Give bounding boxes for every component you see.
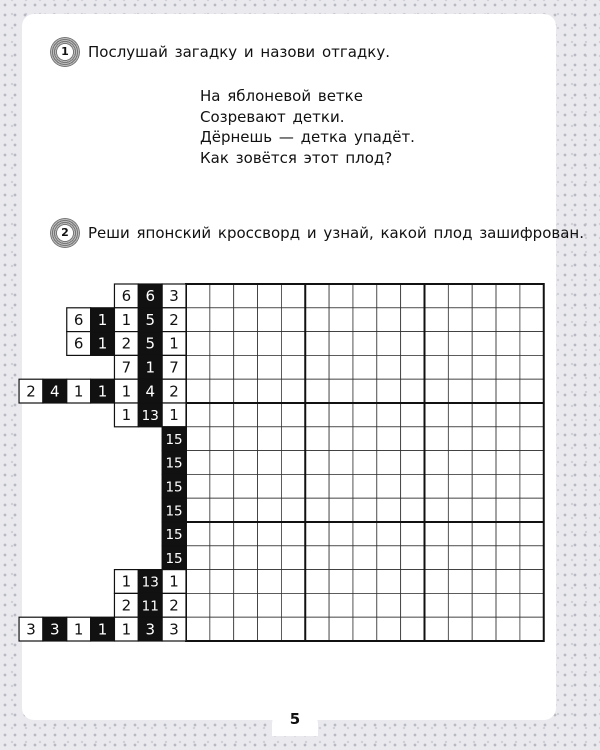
grid-cell[interactable] [377,308,401,332]
riddle-line: На яблоневой ветке [200,87,363,105]
grid-cell[interactable] [305,355,329,379]
grid-cell[interactable] [281,403,305,427]
grid-cell[interactable] [425,355,449,379]
grid-cell[interactable] [186,451,210,475]
grid-cell[interactable] [186,546,210,570]
grid-cell[interactable] [377,355,401,379]
grid-cell[interactable] [425,546,449,570]
row-clue-number: 4 [145,382,155,401]
grid-cell[interactable] [281,379,305,403]
riddle-line: Как зовётся этот плод? [200,148,393,167]
grid-cell[interactable] [496,284,520,308]
grid-cell[interactable] [425,498,449,522]
page-number: 5 [289,710,301,728]
grid-cell[interactable] [234,355,258,379]
grid-cell[interactable] [258,498,282,522]
grid-cell[interactable] [401,332,425,356]
grid-cell[interactable] [425,474,449,498]
row-clue-number: 2 [121,596,132,615]
grid-cell[interactable] [353,474,377,498]
grid-cell[interactable] [234,451,258,475]
row-clue-number: 13 [141,408,159,425]
grid-cell[interactable] [496,474,520,498]
row-clue-number: 15 [165,503,183,520]
grid-cell[interactable] [234,498,258,522]
row-clue-number: 6 [121,287,132,306]
row-clue-number: 13 [141,574,159,591]
grid-cell[interactable] [472,308,496,332]
grid-cell[interactable] [234,308,258,332]
grid-cell[interactable] [448,451,472,475]
grid-cell[interactable] [377,570,401,594]
grid-cell[interactable] [496,332,520,356]
row-clue-number: 1 [121,382,132,401]
grid-cell[interactable] [496,522,520,546]
row-clue-number: 15 [165,527,183,544]
grid-cell[interactable] [305,379,329,403]
row-clue-number: 3 [145,620,155,639]
grid-cell[interactable] [329,498,353,522]
grid-cell[interactable] [281,332,305,356]
row-clue-number: 7 [169,358,179,377]
grid-cell[interactable] [258,379,282,403]
grid-cell[interactable] [401,284,425,308]
row-clue-number: 1 [121,406,132,425]
grid-cell[interactable] [305,427,329,451]
grid-cell[interactable] [377,498,401,522]
grid-cell[interactable] [496,570,520,594]
grid-cell[interactable] [520,379,544,403]
grid-cell[interactable] [496,593,520,617]
grid-cell[interactable] [281,308,305,332]
grid-cell[interactable] [234,284,258,308]
grid-cell[interactable] [520,403,544,427]
row-clue-number: 2 [169,382,179,401]
row-clue-number: 15 [165,479,183,496]
grid-cell[interactable] [472,355,496,379]
grid-cell[interactable] [281,522,305,546]
grid-cell[interactable] [281,593,305,617]
grid-cell[interactable] [472,427,496,451]
grid-cell[interactable] [186,498,210,522]
grid-cell[interactable] [520,355,544,379]
grid-cell[interactable] [329,403,353,427]
grid-cell[interactable] [329,546,353,570]
grid-cell[interactable] [353,522,377,546]
grid-cell[interactable] [448,617,472,641]
grid-cell[interactable] [305,403,329,427]
grid-cell[interactable] [472,593,496,617]
grid-cell[interactable] [425,308,449,332]
row-clue-number: 1 [169,572,179,591]
grid-cell[interactable] [472,570,496,594]
row-clue-number: 2 [169,310,179,329]
grid-cell[interactable] [425,427,449,451]
grid-cell[interactable] [377,546,401,570]
grid-cell[interactable] [234,593,258,617]
grid-cell[interactable] [472,284,496,308]
grid-cell[interactable] [329,451,353,475]
grid-cell[interactable] [496,308,520,332]
grid-cell[interactable] [186,427,210,451]
grid-cell[interactable] [329,379,353,403]
grid-cell[interactable] [377,451,401,475]
grid-cell[interactable] [305,593,329,617]
grid-cell[interactable] [353,308,377,332]
grid-cell[interactable] [329,427,353,451]
row-clue-number: 6 [145,287,155,306]
grid-cell[interactable] [329,593,353,617]
grid-cell[interactable] [258,593,282,617]
grid-cell[interactable] [210,308,234,332]
task-2-text: Реши японский кроссворд и узнай, какой плод зашифрован. [88,224,584,242]
row-clue-number: 1 [121,620,132,639]
grid-cell[interactable] [305,474,329,498]
row-clue-number: 3 [26,620,36,639]
grid-cell[interactable] [448,427,472,451]
grid-cell[interactable] [448,332,472,356]
grid-cell[interactable] [210,474,234,498]
grid-cell[interactable] [401,451,425,475]
grid-cell[interactable] [520,498,544,522]
row-clue-number: 1 [169,406,179,425]
row-clue-number: 3 [169,620,179,639]
task-number: 2 [57,225,73,241]
grid-cell[interactable] [186,379,210,403]
grid-cell[interactable] [353,332,377,356]
row-clue-number: 5 [145,334,155,353]
row-clue-number: 6 [73,310,84,329]
grid-cell[interactable] [329,570,353,594]
grid-cell[interactable] [234,427,258,451]
grid-cell[interactable] [258,427,282,451]
grid-cell[interactable] [520,617,544,641]
grid-cell[interactable] [210,570,234,594]
row-clue-number: 6 [73,334,84,353]
grid-cell[interactable] [281,451,305,475]
row-clue-number: 1 [73,382,84,401]
grid-cell[interactable] [210,427,234,451]
grid-cell[interactable] [329,332,353,356]
grid-cell[interactable] [377,593,401,617]
grid-cell[interactable] [377,379,401,403]
grid-cell[interactable] [234,474,258,498]
grid-cell[interactable] [329,617,353,641]
grid-cell[interactable] [520,593,544,617]
row-clue-number: 15 [165,550,183,567]
grid-cell[interactable] [234,522,258,546]
grid-cell[interactable] [305,451,329,475]
grid-cell[interactable] [305,522,329,546]
grid-cell[interactable] [496,355,520,379]
row-clue-number: 2 [169,596,179,615]
grid-cell[interactable] [258,546,282,570]
grid-cell[interactable] [401,427,425,451]
grid-cell[interactable] [186,355,210,379]
grid-cell[interactable] [520,570,544,594]
grid-cell[interactable] [425,593,449,617]
grid-cell[interactable] [377,617,401,641]
grid-cell[interactable] [448,284,472,308]
grid-cell[interactable] [425,403,449,427]
grid-cell[interactable] [186,593,210,617]
grid-cell[interactable] [377,332,401,356]
grid-cell[interactable] [353,593,377,617]
grid-cell[interactable] [401,570,425,594]
grid-cell[interactable] [520,308,544,332]
grid-cell[interactable] [377,427,401,451]
grid-cell[interactable] [520,522,544,546]
grid-cell[interactable] [496,427,520,451]
grid-cell[interactable] [234,570,258,594]
grid-cell[interactable] [520,427,544,451]
grid-cell[interactable] [258,308,282,332]
row-clue-number: 2 [121,334,132,353]
grid-cell[interactable] [305,617,329,641]
grid-cell[interactable] [186,522,210,546]
row-clue-number: 1 [97,620,108,639]
grid-cell[interactable] [425,332,449,356]
grid-cell[interactable] [520,546,544,570]
grid-cell[interactable] [520,474,544,498]
grid-cell[interactable] [305,570,329,594]
grid-cell[interactable] [329,474,353,498]
grid-cell[interactable] [401,355,425,379]
task-number: 1 [57,44,73,60]
grid-cell[interactable] [281,284,305,308]
grid-cell[interactable] [377,522,401,546]
grid-cell[interactable] [425,522,449,546]
row-clue-number: 15 [165,431,183,448]
row-clue-number: 3 [50,620,60,639]
grid-cell[interactable] [425,451,449,475]
grid-cell[interactable] [377,474,401,498]
grid-cell[interactable] [401,474,425,498]
grid-cell[interactable] [329,355,353,379]
grid-cell[interactable] [210,593,234,617]
grid-cell[interactable] [305,498,329,522]
grid-cell[interactable] [520,451,544,475]
grid-cell[interactable] [520,284,544,308]
riddle-line: Дёрнешь — детка упадёт. [200,128,415,146]
grid-cell[interactable] [258,332,282,356]
row-clue-number: 1 [97,334,108,353]
grid-cell[interactable] [401,308,425,332]
grid-cell[interactable] [401,546,425,570]
grid-cell[interactable] [401,498,425,522]
grid-cell[interactable] [329,522,353,546]
grid-cell[interactable] [472,546,496,570]
grid-cell[interactable] [401,403,425,427]
grid-cell[interactable] [329,284,353,308]
grid-cell[interactable] [258,617,282,641]
grid-cell[interactable] [186,617,210,641]
grid-cell[interactable] [472,522,496,546]
grid-cell[interactable] [353,451,377,475]
grid-cell[interactable] [448,593,472,617]
grid-cell[interactable] [329,308,353,332]
grid-cell[interactable] [496,546,520,570]
grid-cell[interactable] [472,498,496,522]
grid-cell[interactable] [472,403,496,427]
grid-cell[interactable] [401,379,425,403]
grid-cell[interactable] [472,451,496,475]
row-clue-number: 1 [97,310,108,329]
grid-cell[interactable] [281,474,305,498]
grid-cell[interactable] [210,355,234,379]
grid-cell[interactable] [210,451,234,475]
grid-cell[interactable] [353,379,377,403]
row-clue-number: 1 [169,334,179,353]
grid-cell[interactable] [353,617,377,641]
grid-cell[interactable] [448,403,472,427]
grid-cell[interactable] [377,284,401,308]
grid-cell[interactable] [448,355,472,379]
grid-cell[interactable] [281,570,305,594]
grid-cell[interactable] [281,427,305,451]
row-clue-number: 5 [145,310,155,329]
grid-cell[interactable] [210,522,234,546]
grid-cell[interactable] [210,332,234,356]
row-clue-number: 1 [121,310,132,329]
grid-cell[interactable] [401,617,425,641]
grid-cell[interactable] [353,498,377,522]
grid-cell[interactable] [186,570,210,594]
grid-cell[interactable] [448,379,472,403]
grid-cell[interactable] [472,617,496,641]
grid-cell[interactable] [401,593,425,617]
grid-cell[interactable] [496,379,520,403]
grid-cell[interactable] [210,617,234,641]
grid-cell[interactable] [210,546,234,570]
grid-cell[interactable] [305,284,329,308]
grid-cell[interactable] [210,379,234,403]
grid-cell[interactable] [520,332,544,356]
row-clue-number: 1 [145,358,155,377]
grid-cell[interactable] [472,332,496,356]
grid-cell[interactable] [281,546,305,570]
grid-cell[interactable] [448,570,472,594]
task-1-text: Послушай загадку и назови отгадку. [88,43,391,61]
grid-cell[interactable] [281,617,305,641]
grid-cell[interactable] [186,284,210,308]
row-clue-number: 4 [50,382,60,401]
grid-cell[interactable] [210,403,234,427]
grid-cell[interactable] [305,332,329,356]
grid-cell[interactable] [472,474,496,498]
grid-cell[interactable] [448,546,472,570]
grid-cell[interactable] [496,403,520,427]
grid-cell[interactable] [281,355,305,379]
grid-cell[interactable] [448,498,472,522]
grid-cell[interactable] [496,451,520,475]
grid-cell[interactable] [186,332,210,356]
grid-cell[interactable] [425,570,449,594]
row-clue-number: 15 [165,455,183,472]
grid-cell[interactable] [258,474,282,498]
grid-cell[interactable] [401,522,425,546]
grid-cell[interactable] [448,308,472,332]
grid-cell[interactable] [281,498,305,522]
grid-cell[interactable] [186,403,210,427]
grid-cell[interactable] [353,284,377,308]
grid-cell[interactable] [353,403,377,427]
grid-cell[interactable] [258,403,282,427]
row-clue-number: 1 [73,620,84,639]
grid-cell[interactable] [258,355,282,379]
grid-cell[interactable] [234,332,258,356]
grid-cell[interactable] [425,617,449,641]
grid-cell[interactable] [425,379,449,403]
grid-cell[interactable] [234,546,258,570]
grid-cell[interactable] [186,474,210,498]
grid-cell[interactable] [353,546,377,570]
row-clue-number: 11 [141,598,159,615]
grid-cell[interactable] [353,570,377,594]
grid-cell[interactable] [496,617,520,641]
grid-cell[interactable] [305,308,329,332]
grid-cell[interactable] [448,474,472,498]
grid-cell[interactable] [234,403,258,427]
grid-cell[interactable] [448,522,472,546]
grid-cell[interactable] [425,284,449,308]
row-clue-number: 2 [26,382,36,401]
grid-cell[interactable] [353,427,377,451]
row-clue-number: 1 [121,572,132,591]
grid-cell[interactable] [210,284,234,308]
grid-cell[interactable] [186,308,210,332]
grid-cell[interactable] [377,403,401,427]
grid-cell[interactable] [258,570,282,594]
grid-cell[interactable] [472,379,496,403]
row-clue-number: 1 [97,382,108,401]
grid-cell[interactable] [210,498,234,522]
grid-cell[interactable] [234,617,258,641]
grid-cell[interactable] [234,379,258,403]
row-clue-number: 3 [169,287,179,306]
row-clue-number: 7 [121,358,132,377]
grid-cell[interactable] [496,498,520,522]
grid-cell[interactable] [258,451,282,475]
riddle-line: Созревают детки. [200,107,345,126]
grid-cell[interactable] [305,546,329,570]
grid-cell[interactable] [258,284,282,308]
grid-cell[interactable] [353,355,377,379]
grid-cell[interactable] [258,522,282,546]
